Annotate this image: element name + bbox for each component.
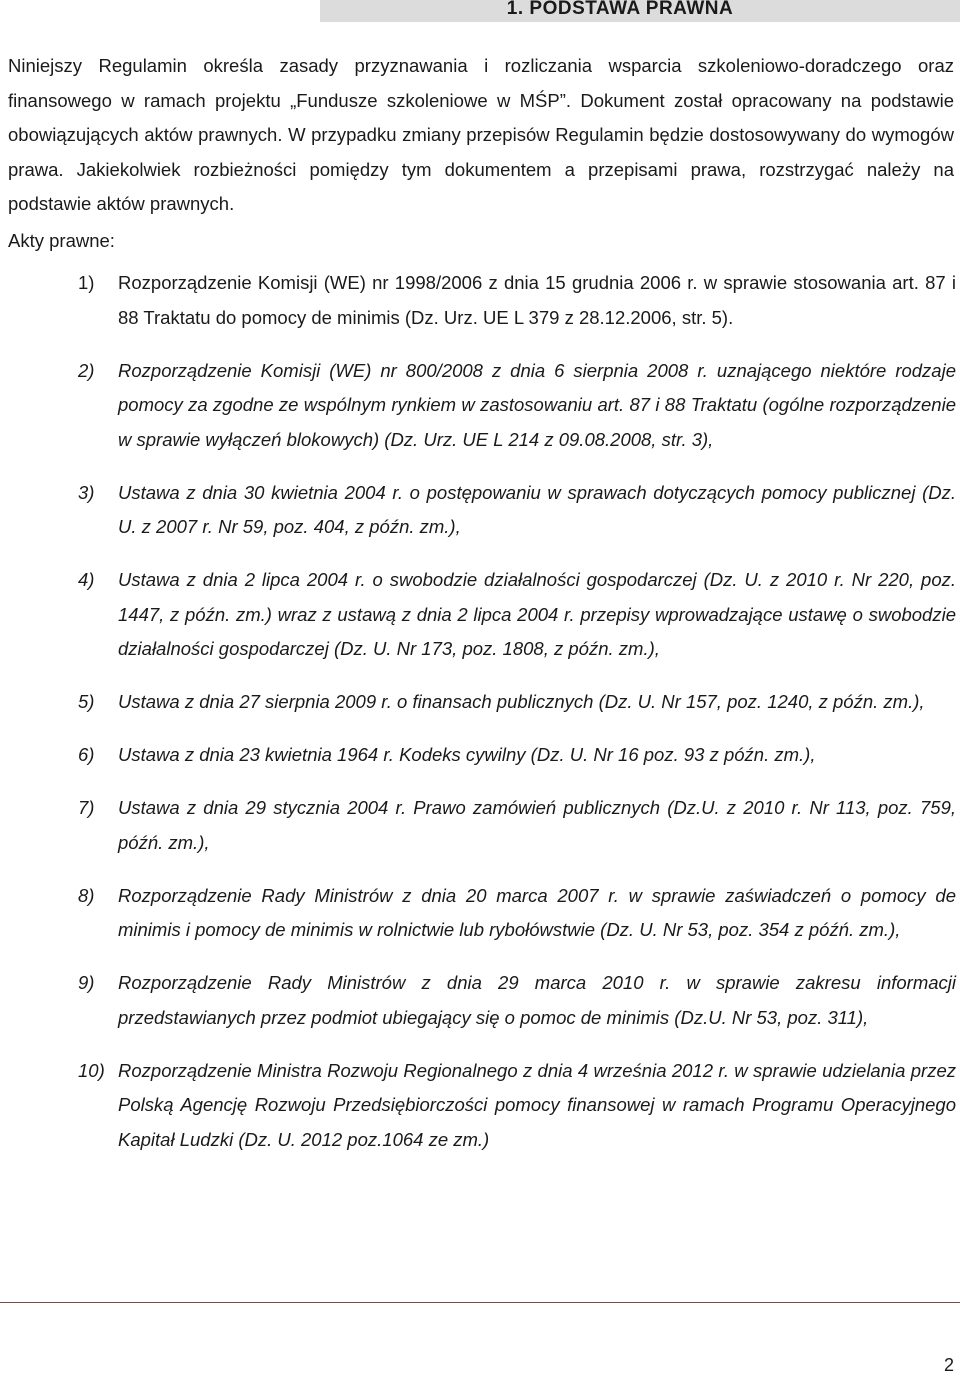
list-item [78, 1054, 956, 1158]
list-item [78, 966, 956, 1035]
list-item-text: Ustawa z dnia 30 kwietnia 2004 r. o postępowaniu w sprawach dotyczących pomocy publicznej (Dz. U. z 2007 r. Nr 59, poz. 404, z późn. zm.), [118, 481, 956, 537]
list-item [78, 738, 956, 773]
list-item-text: Ustawa z dnia 27 sierpnia 2009 r. o finansach publicznych (Dz. U. Nr 157, poz. 1240, z późn. zm.), [118, 691, 925, 712]
list-item-text: Rozporządzenie Komisji (WE) nr 800/2008 z dnia 6 sierpnia 2008 r. uznającego niektóre rodzaje pomocy za zgodne ze wspólnym rynkiem w zastosowaniu art. 87 i 88 Traktatu (ogólne rozporządzenie w sprawie wyłączeń blokowych) (Dz. Urz. UE L 214 z 09.08.2008, str. 3), [118, 359, 956, 450]
list-item-text: Rozporządzenie Komisji (WE) nr 1998/2006 z dnia 15 grudnia 2006 r. w sprawie stosowania art. 87 i 88 Traktatu do pomocy de minimis (Dz. Urz. UE L 379 z 28.12.2006, str. 5). [118, 272, 956, 328]
intro-paragraph [8, 49, 954, 222]
list-item-number: 5) [78, 691, 95, 712]
list-item [78, 476, 956, 545]
list-item-text: Ustawa z dnia 2 lipca 2004 r. o swobodzie działalności gospodarczej (Dz. U. z 2010 r. Nr 220, poz. 1447, z późn. zm.) wraz z ustawą z dnia 2 lipca 2004 r. przepisy wprowadzające ustawę o swobodzie działalności gospodarczej (Dz. U. Nr 173, poz. 1808, z późn. zm.), [118, 569, 956, 659]
legal-acts-list [78, 266, 956, 1176]
list-item [78, 563, 956, 667]
list-item-text: Rozporządzenie Rady Ministrów z dnia 29 marca 2010 r. w sprawie zakresu informacji przedstawianych przez podmiot ubiegający się o pomoc de minimis (Dz.U. Nr 53, poz. 311), [118, 972, 956, 1028]
list-item-number: 6) [78, 744, 95, 765]
list-item [78, 354, 956, 458]
list-item [78, 266, 956, 335]
list-item [78, 685, 956, 720]
footer-divider [0, 1302, 960, 1303]
list-item-text: Rozporządzenie Rady Ministrów z dnia 20 marca 2007 r. w sprawie zaświadczeń o pomocy de minimis i pomocy de minimis w rolnictwie lub rybołówstwie (Dz. U. Nr 53, poz. 354 z późń. zm.), [118, 884, 956, 940]
list-item-text: Ustawa z dnia 29 stycznia 2004 r. Prawo zamówień publicznych (Dz.U. z 2010 r. Nr 113, poz. 759, późń. zm.), [118, 797, 956, 853]
list-item-number: 8) [78, 884, 95, 906]
list-item [78, 791, 956, 860]
list-item-number: 7) [78, 797, 95, 818]
list-item-text: Ustawa z dnia 23 kwietnia 1964 r. Kodeks cywilny (Dz. U. Nr 16 poz. 93 z późn. zm.), [118, 744, 816, 765]
list-item-number: 9) [78, 972, 95, 993]
list-item-number: 10) [78, 1059, 105, 1081]
list-item-number: 1) [78, 272, 95, 293]
list-item-number: 4) [78, 569, 95, 590]
legal-acts-label: Akty prawne: [8, 230, 115, 251]
section-heading: 1. PODSTAWA PRAWNA [506, 0, 734, 19]
list-item [78, 879, 956, 948]
list-item-number: 3) [78, 481, 95, 503]
intro-text-part1: Niniejszy Regulamin określa zasady przyznawania i rozliczania wsparcia szkoleniowo-doradczego oraz finansowego w ramach projektu „Fundusze szkoleniowe w MŚP”. Dokument został opracowany na podstawie obowiązujących aktów prawnych. W przypadku zmiany przepisów Regulamin będzie dostosowywany do wymogów prawa. [8, 55, 954, 180]
list-item-number: 2) [78, 359, 95, 381]
page-number: 2 [943, 1355, 954, 1375]
intro-text-part2: Jakiekolwiek rozbieżności pomiędzy tym dokumentem a przepisami prawa, rozstrzygać należy na podstawie aktów prawnych. [8, 158, 954, 214]
list-item-text: Rozporządzenie Ministra Rozwoju Regionalnego z dnia 4 września 2012 r. w sprawie udzielania przez Polską Agencję Rozwoju Przedsiębiorczości pomocy finansowej w ramach Programu Operacyjnego Kapitał Ludzki (Dz. U. 2012 poz.1064 ze zm.) [118, 1059, 956, 1150]
